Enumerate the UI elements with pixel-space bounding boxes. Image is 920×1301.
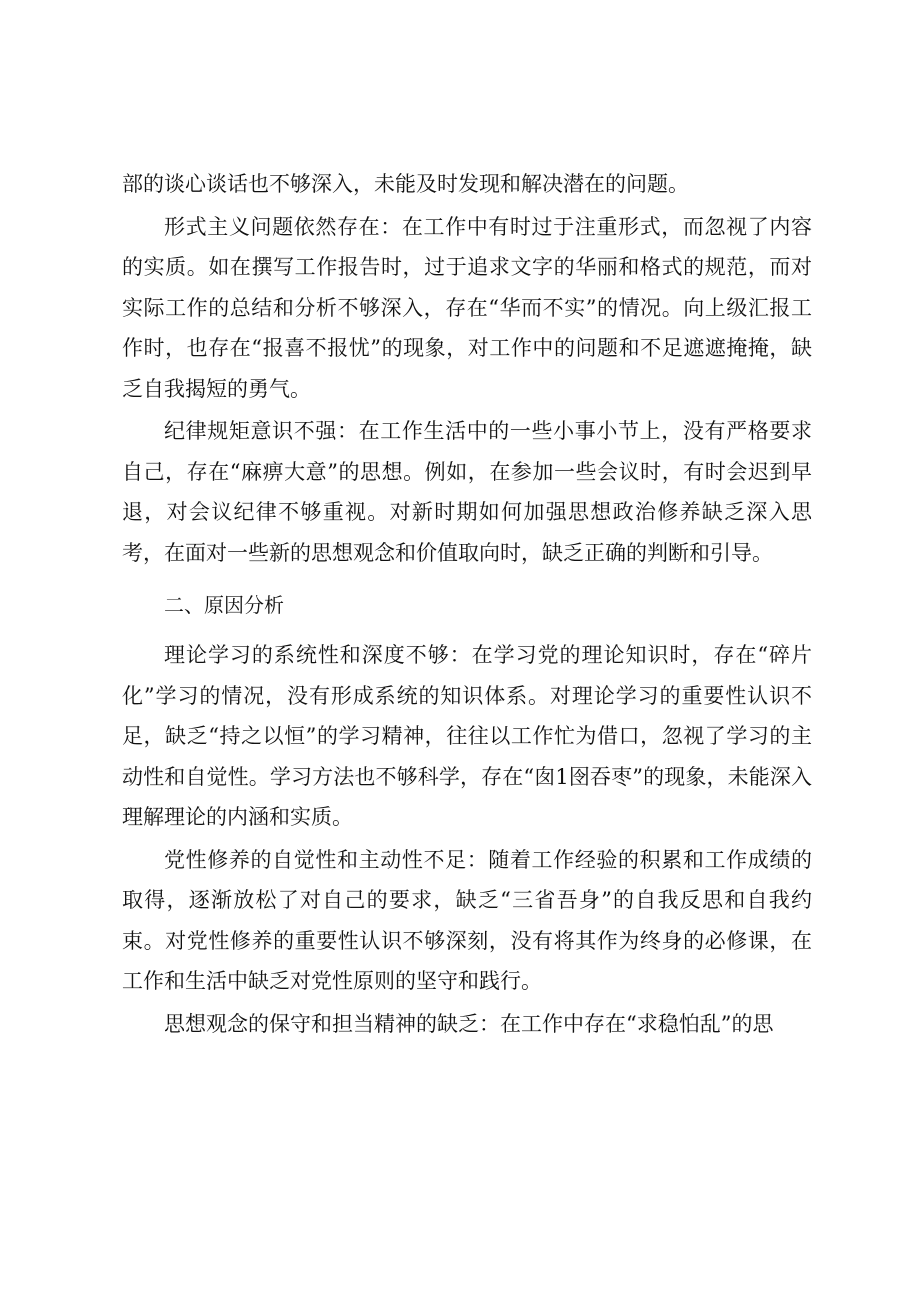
- paragraph-formalism: 形式主义问题依然存在：在工作中有时过于注重形式，而忽视了内容的实质。如在撰写工作报告时，过于追求文字的华丽和格式的规范，而对实际工作的总结和分析不够深入，存在“华而不实”的情况。向上级汇报工作时，也存在“报喜不报忧”的现象，对工作中的问题和不足遮遮掩掩，缺乏自我揭短的勇气。: [122, 214, 812, 401]
- section-heading: 二、原因分析: [164, 593, 284, 617]
- paragraph-conservative-thinking: 思想观念的保守和担当精神的缺乏：在工作中存在“求稳怕乱”的思: [164, 1011, 774, 1036]
- document-body: [122, 164, 812, 1046]
- paragraph-party-spirit: 党性修养的自觉性和主动性不足：随着工作经验的积累和工作成绩的取得，逐渐放松了对自己的要求，缺乏“三省吾身”的自我反思和自我约束。对党性修养的重要性认识不够深刻，没有将其作为终身的必修课，在工作和生活中缺乏对党性原则的坚守和践行。: [122, 847, 812, 993]
- paragraph-continuation: 部的谈心谈话也不够深入，未能及时发现和解决潜在的问题。: [122, 172, 689, 196]
- paragraph-discipline: 纪律规矩意识不强：在工作生活中的一些小事小节上，没有严格要求自己，存在“麻痹大意”的思想。例如，在参加一些会议时，有时会迟到早退，对会议纪律不够重视。对新时期如何加强思想政治修养缺乏深入思考，在面对一些新的思想观念和价值取向时，缺乏正确的判断和引导。: [122, 419, 812, 565]
- paragraph-theory-study: 理论学习的系统性和深度不够：在学习党的理论知识时，存在“碎片化”学习的情况，没有形成系统的知识体系。对理论学习的重要性认识不足，缺乏“持之以恒”的学习精神，往往以工作忙为借口，忽视了学习的主动性和自觉性。学习方法也不够科学，存在“囱1囹吞枣”的现象，未能深入理解理论的内涵和实质。: [122, 643, 812, 829]
